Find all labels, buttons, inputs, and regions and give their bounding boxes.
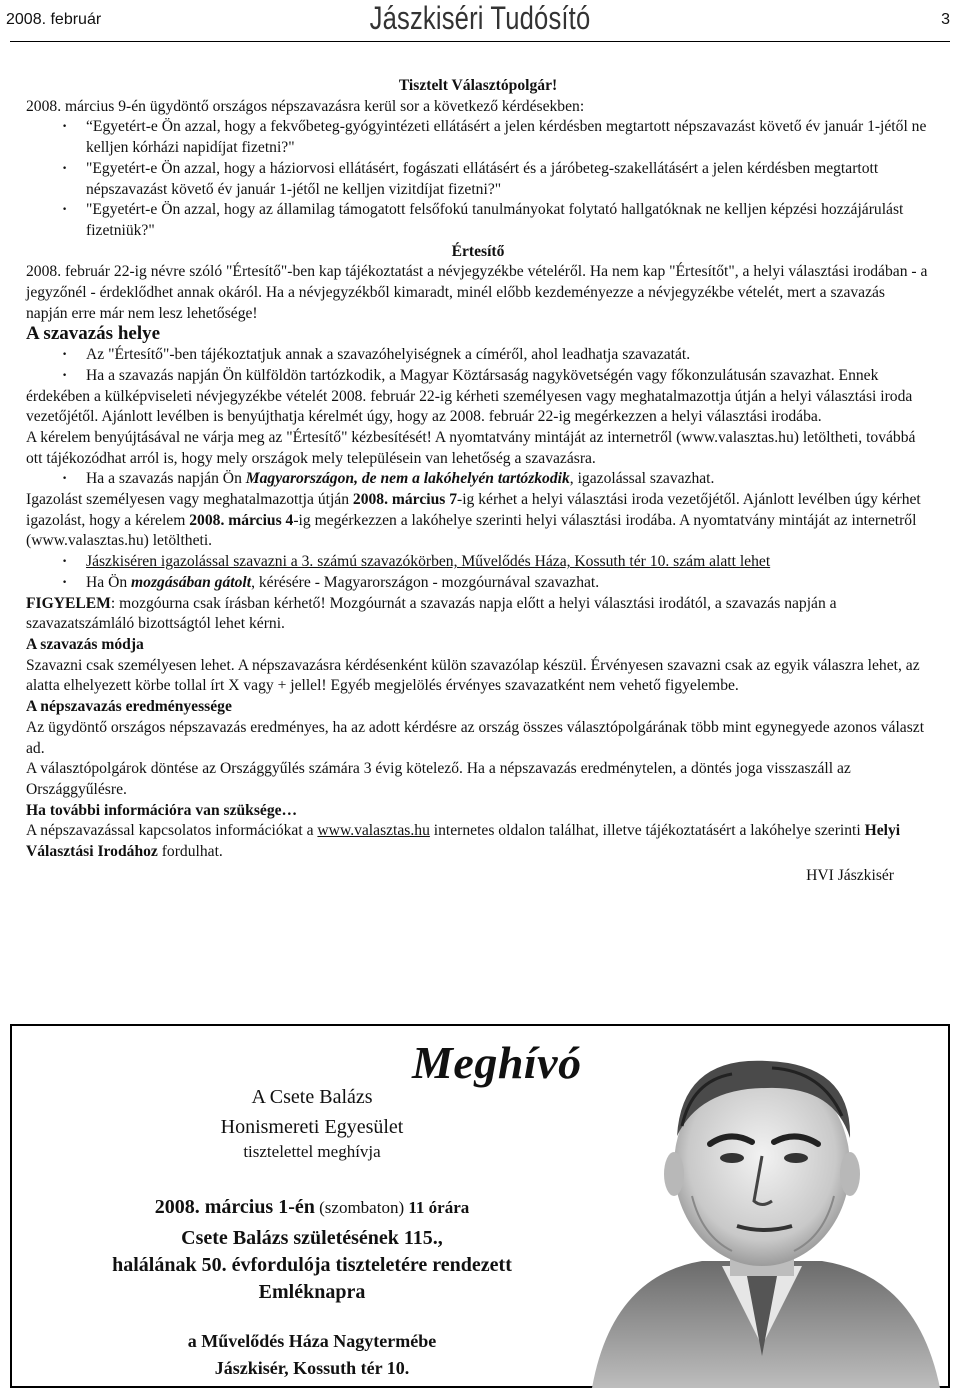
page-header xyxy=(0,0,960,44)
helye-bullet-2 xyxy=(26,366,930,428)
invitation-title: Meghívó xyxy=(412,1037,582,1088)
event-line-1: Csete Balázs születésének 115., xyxy=(181,1227,443,1249)
intro: 2008. március 9-én ügydöntő országos népszavazásra kerül sor a következő kérdésekben: xyxy=(26,97,585,115)
portrait-drawing xyxy=(572,1026,950,1388)
page-number: 3 xyxy=(941,11,950,28)
helye-bullet-1 xyxy=(26,345,930,366)
bullet-icon xyxy=(26,159,86,180)
info-heading: Ha további információra van szüksége… xyxy=(26,801,298,819)
date-text: 2008. március 1-én xyxy=(154,1196,315,1218)
igazolas-paragraph xyxy=(26,490,930,552)
date-bold: 2008. március 4 xyxy=(189,511,294,529)
office-name: Helyi Választási Irodához xyxy=(26,822,901,861)
bullet-icon xyxy=(26,345,86,366)
ertesito-heading: Értesítő xyxy=(451,242,505,260)
bullet-text: Az "Értesítő"-ben tájékoztatjuk annak a szavazóhelyiségnek a címéről, ahol leadhatja szavazatát. xyxy=(86,346,691,364)
bullet-text: Jászkiséren igazolással szavazni a 3. számú szavazókörben, Művelődés Háza, Kossuth tér 10. szám alatt lehet xyxy=(86,553,771,571)
newspaper-title: Jászkiséri Tudósító xyxy=(369,0,591,36)
eredmeny-heading: A népszavazás eredményessége xyxy=(26,698,232,716)
organizer-line-2: Honismereti Egyesület xyxy=(220,1116,404,1138)
invitation-text xyxy=(12,1084,612,1382)
question-2 xyxy=(26,159,930,200)
helye-heading: A szavazás helye xyxy=(26,323,161,345)
figyelem-text: : mozgóurna csak írásban kérhető! Mozgóurnát a szavazás napja előtt a helyi választási irodától, a szavazás napján a szavazatszámláló bizottságtól lehet kérni. xyxy=(26,594,837,633)
helye-bullet-4 xyxy=(26,552,930,573)
question-3 xyxy=(26,200,930,241)
eredmeny-p2: A választópolgárok döntése az Országgyűlés számára 3 évig kötelező. Ha a népszavazás eredménytelen, a döntés joga visszaszáll az Országgyűlésre. xyxy=(26,760,851,798)
bullet-icon xyxy=(26,469,86,490)
date-bold: 2008. március 7 xyxy=(352,491,458,509)
bullet-icon xyxy=(26,552,86,573)
website-link[interactable]: www.valasztas.hu xyxy=(317,822,430,840)
greeting: Tisztelt Választópolgár! xyxy=(398,77,558,94)
question-text: "Egyetért-e Ön azzal, hogy az államilag támogatott felsőfokú tanulmányokat folytató hallgatóknak ne kelljen képzési hozzájárulást fizetniük?" xyxy=(86,201,904,239)
signature: HVI Jászkisér xyxy=(806,866,894,884)
article xyxy=(26,76,930,886)
bullet-text: Ha Ön xyxy=(86,573,132,591)
text: Igazolást személyesen vagy meghatalmazottja útján xyxy=(26,491,353,509)
question-text: “Egyetért-e Ön azzal, hogy a fekvőbeteg-gyógyintézeti ellátásért a jelen kérdésben megtartott népszavazást követő év január 1-jétől ne kelljen kórházi napidíjat fizetni?" xyxy=(86,118,927,157)
venue-line-1: a Művelődés Háza Nagytermébe xyxy=(187,1331,437,1351)
weekday: (szombaton) xyxy=(314,1198,409,1217)
event-line-2: halálának 50. évfordulója tiszteletére rendezett xyxy=(112,1254,512,1276)
issue-date: 2008. február xyxy=(6,11,102,28)
invitation-box xyxy=(10,1024,950,1388)
bullet-text: , kérésére - Magyarországon - mozgóurnával szavazhat. xyxy=(251,573,600,591)
figyelem xyxy=(26,594,930,635)
emphasis: mozgásában gátolt xyxy=(131,573,252,591)
ertesito-text: 2008. február 22-ig névre szóló "Értesítő"-ben kap tájékoztatást a névjegyzékbe vételéről. Ha nem kap "Értesítőt", a helyi választási irodában - a jegyzőnél - érdeklődhet annak okáról. Ha a névjegyzékből kimaradt, minél előbb kezdeményezze a névjegyzékbe vételét, mert a szavazás napján erre már nem lesz lehetősége! xyxy=(26,263,928,322)
bullet-text: Ha a szavazás napján Ön xyxy=(86,470,246,488)
text: -ig megérkezzen a lakóhelye szerinti helyi választási irodába. A nyomtatvány mintáját az internetről (www.valasztas.hu) letöltheti. xyxy=(26,511,917,550)
header-rule xyxy=(10,41,950,42)
question-1 xyxy=(26,117,930,158)
text: -ig kérhet a helyi választási iroda vezetőjétől. Ajánlott levélben úgy kérhet igazolást, hogy a kérelem xyxy=(26,491,921,529)
text: fordulhat. xyxy=(157,843,223,861)
modja-heading: A szavazás módja xyxy=(26,635,144,653)
text: internetes oldalon találhat, illetve tájékoztatásért a lakóhelye szerinti xyxy=(429,822,865,840)
organizer-line-1: A Csete Balázs xyxy=(251,1086,373,1108)
bullet-text: Ha a szavazás napján Ön külföldön tartózkodik, a Magyar Köztársaság nagykövetségén vagy főkonzulátusán szavazhat. Ennek érdekében a külképviseleti névjegyzékbe vételét 2008. február 22-ig kérheti személyesen vagy meghatalmazottja útján a helyi választási iroda vezetőjétől. Ajánlott levélben is benyújthatja kérelmét úgy, hogy az 2008. február 22-ig megérkezzen a helyi választási irodába. xyxy=(26,366,913,426)
question-text: "Egyetért-e Ön azzal, hogy a háziorvosi ellátásért, fogászati ellátásért és a járóbeteg-szakellátásért a jelen kérdésben megtartott népszavazást követő év január 1-jétől ne kelljen vizitdíjat fizetni?" xyxy=(86,159,879,198)
event-name: Emléknapra xyxy=(258,1281,366,1303)
helye-paragraph: A kérelem benyújtásával ne várja meg az "Értesítő" kézbesítését! A nyomtatvány mintáját az internetről (www.valasztas.hu) letöltheti, továbbá ott tájékozódhat arról is, hogy mely országok mely településein van lehetőség a szavazásra. xyxy=(26,428,916,467)
modja-text: Szavazni csak személyesen lehet. A népszavazásra kérdésenként külön szavazólap készül. Érvényesen szavazni csak az egyik válaszra lehet, az alatta elhelyezett körbe tollal írt X vagy + jellel! Egyéb megjelölés érvényes szavazatként nem vehető figyelembe. xyxy=(26,656,920,695)
info-text xyxy=(26,821,930,862)
bullet-text: , igazolással szavazhat. xyxy=(569,470,715,488)
bullet-icon xyxy=(26,200,86,221)
emphasis: Magyarországon, de nem a lakóhelyén tartózkodik xyxy=(245,470,570,488)
helye-bullet-3 xyxy=(26,469,930,490)
time: 11 órára xyxy=(408,1198,470,1217)
bullet-icon xyxy=(26,573,86,594)
bullet-icon xyxy=(26,366,86,387)
event-date xyxy=(12,1194,612,1221)
venue-line-2: Jászkisér, Kossuth tér 10. xyxy=(214,1358,410,1378)
invites-line: tisztelettel meghívja xyxy=(243,1142,381,1161)
text: A népszavazással kapcsolatos információkat a xyxy=(26,822,318,840)
eredmeny-p1: Az ügydöntő országos népszavazás eredményes, ha az adott kérdésre az ország összes választópolgárának több mint egynegyede azonos választ ad. xyxy=(26,718,925,757)
helye-bullet-5 xyxy=(26,573,930,594)
figyelem-label: FIGYELEM xyxy=(26,594,111,612)
bullet-icon xyxy=(26,117,86,138)
